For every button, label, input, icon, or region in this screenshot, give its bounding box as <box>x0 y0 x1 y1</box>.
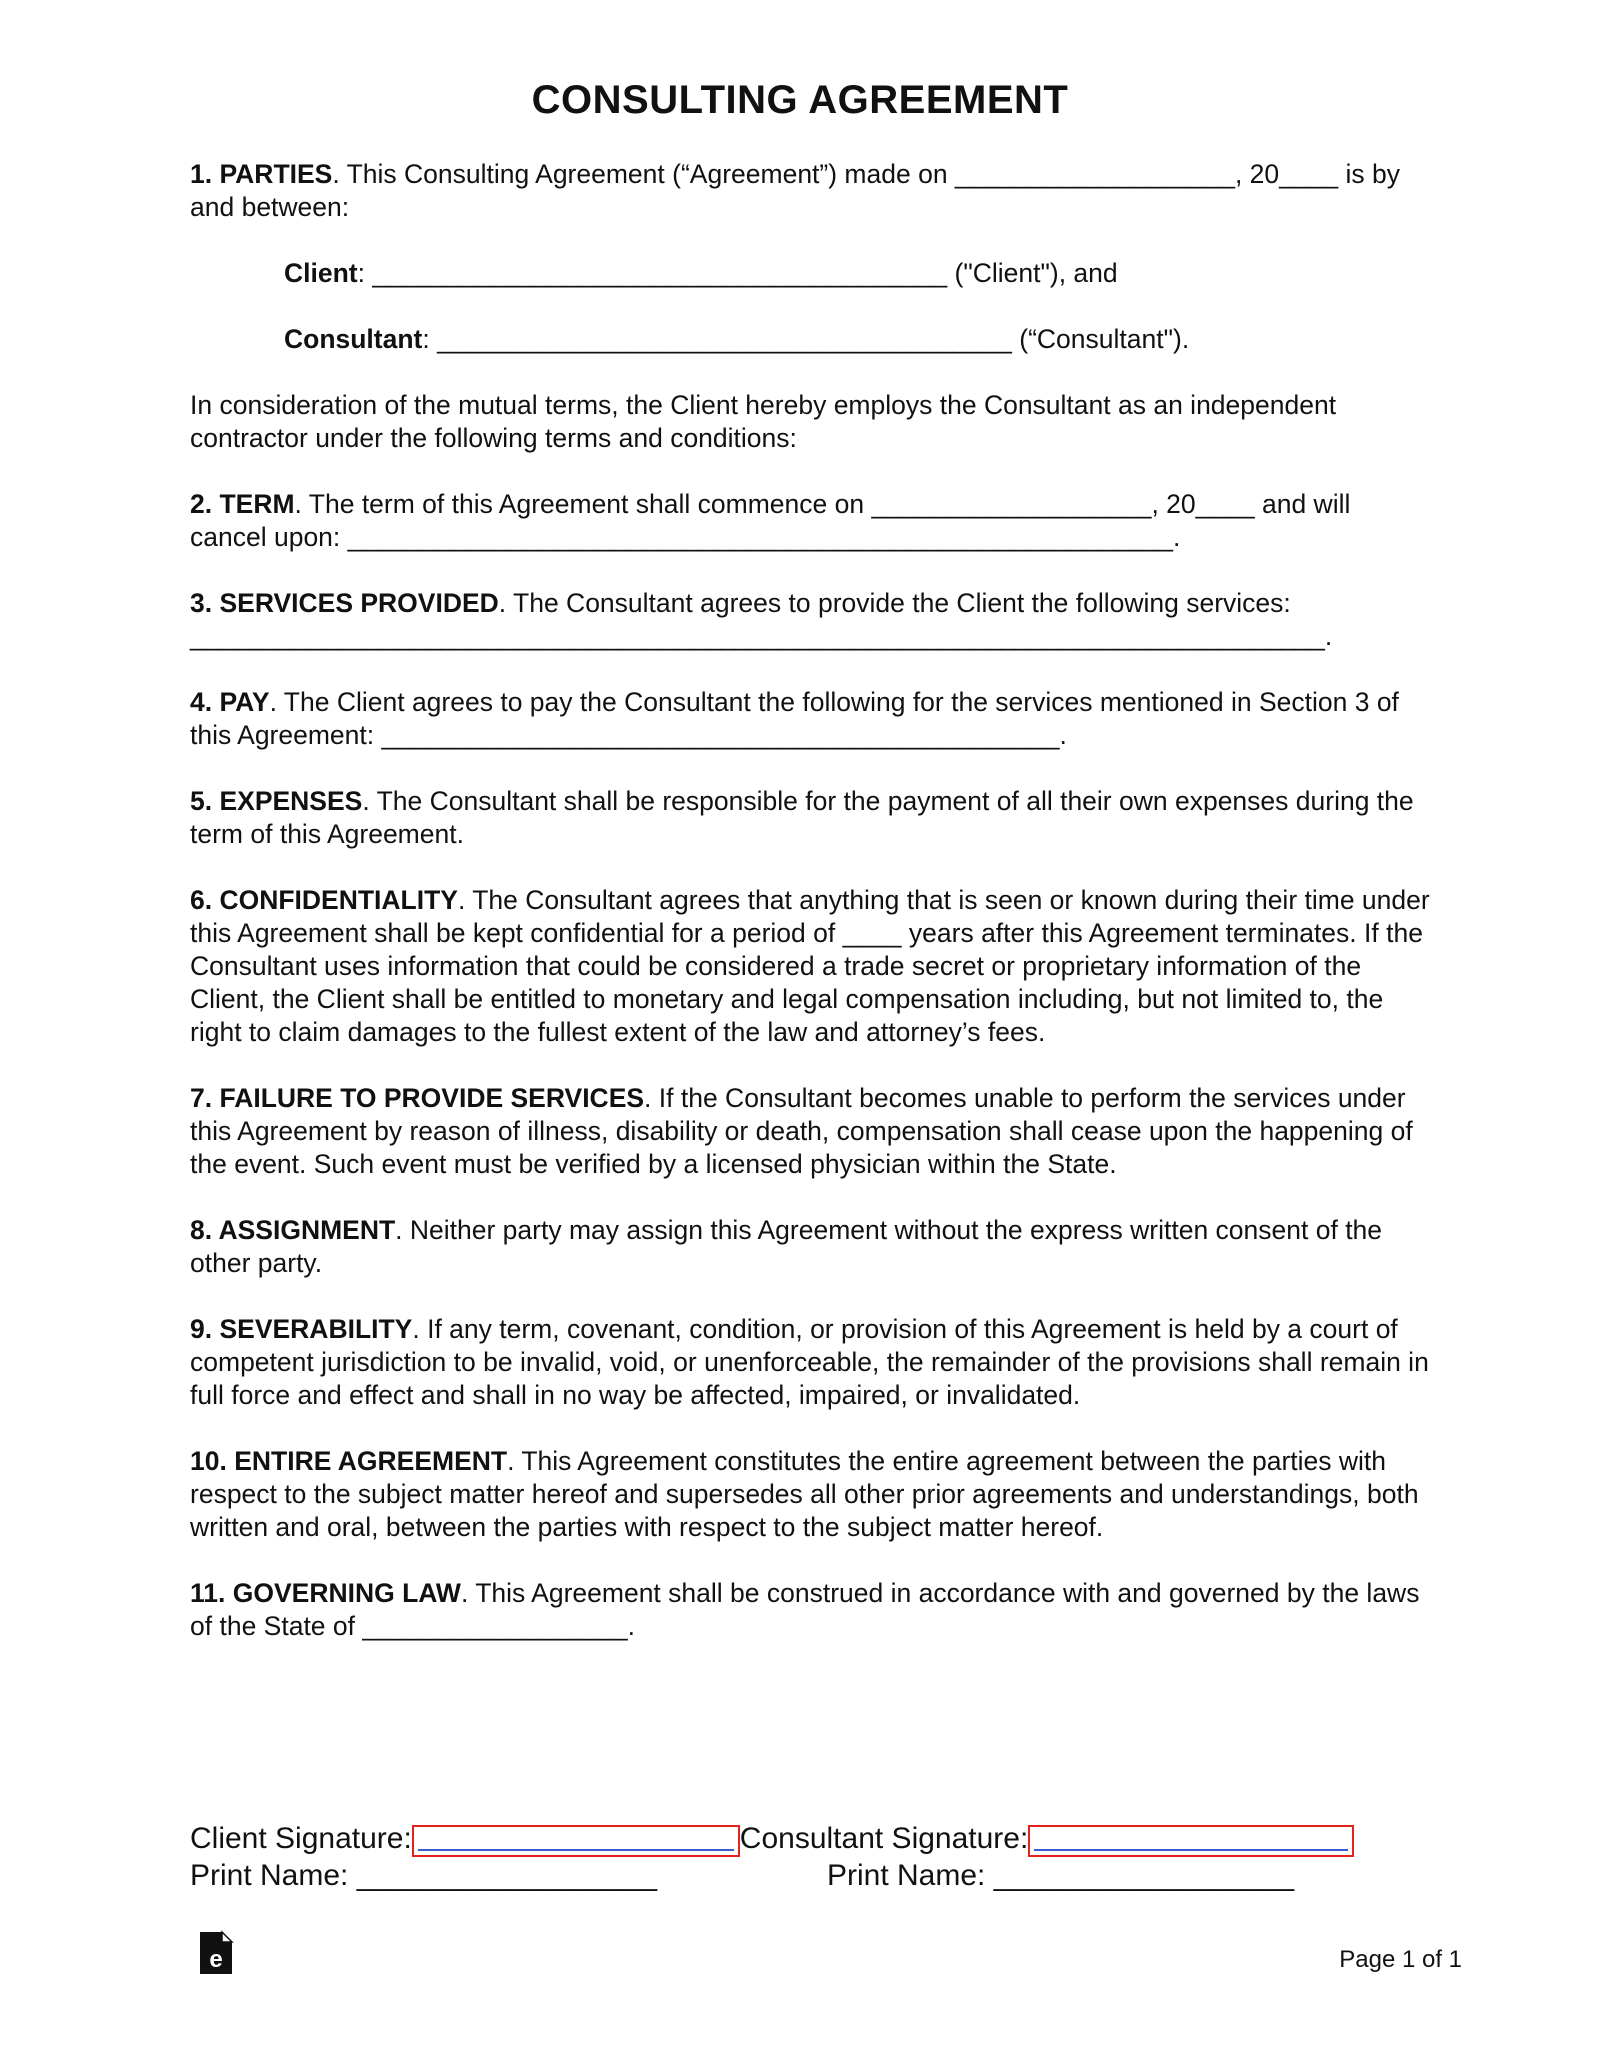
client-print-name[interactable]: Print Name: __________________ <box>190 1859 658 1892</box>
section-heading: 6. CONFIDENTIALITY <box>190 885 458 915</box>
section-heading: 2. TERM <box>190 489 295 519</box>
section-confidentiality <box>190 884 1430 1049</box>
section-heading: 9. SEVERABILITY <box>190 1314 413 1344</box>
section-term <box>190 488 1430 554</box>
consultant-label: Consultant <box>284 324 423 354</box>
section-entire-agreement <box>190 1445 1430 1544</box>
section-text: . The Consultant agrees to provide the Client the following services: _____________________________________________________________________________. <box>190 588 1333 651</box>
section-text: . Neither party may assign this Agreement without the express written consent of the other party. <box>190 1215 1383 1278</box>
section-text: . This Agreement shall be construed in accordance with and governed by the laws of the State of __________________. <box>190 1578 1420 1641</box>
section-text: . This Consulting Agreement (“Agreement”) made on ___________________, 20____ is by and between: <box>190 159 1400 222</box>
client-signature-label: Client Signature: <box>190 1822 412 1855</box>
consultant-signature-field[interactable] <box>1028 1825 1354 1857</box>
eforms-logo-icon <box>198 1930 234 1976</box>
client-label: Client <box>284 258 358 288</box>
section-heading: 10. ENTIRE AGREEMENT <box>190 1446 508 1476</box>
print-name-row <box>190 1857 1430 1894</box>
section-heading: 4. PAY <box>190 687 270 717</box>
section-parties <box>190 158 1430 224</box>
section-text: . The Consultant agrees that anything that is seen or known during their time under this Agreement shall be kept confidential for a period of ____ years after this Agreement terminates. If the Consultant uses information that could be considered a trade secret or proprietary information of the Client, the Client shall be entitled to monetary and legal compensation including, but not limited to, the right to claim damages to the fullest extent of the law and attorney’s fees. <box>190 885 1430 1047</box>
section-text: . The Consultant shall be responsible for the payment of all their own expenses during the term of this Agreement. <box>190 786 1414 849</box>
consultant-signature-label: Consultant Signature: <box>739 1822 1029 1855</box>
section-heading: 7. FAILURE TO PROVIDE SERVICES <box>190 1083 645 1113</box>
consultant-blank[interactable]: : _______________________________________ (“Consultant"). <box>422 324 1190 354</box>
section-heading: 1. PARTIES <box>190 159 333 189</box>
section-expenses <box>190 785 1430 851</box>
consideration-paragraph: In consideration of the mutual terms, the Client hereby employs the Consultant as an independent contractor under the following terms and conditions: <box>190 390 1337 453</box>
section-heading: 5. EXPENSES <box>190 786 363 816</box>
section-pay <box>190 686 1430 752</box>
section-heading: 11. GOVERNING LAW <box>190 1578 461 1608</box>
section-heading: 8. ASSIGNMENT <box>190 1215 396 1245</box>
section-text: . The Client agrees to pay the Consultant the following for the services mentioned in Section 3 of this Agreement: ______________________________________________. <box>190 687 1399 750</box>
svg-text:e: e <box>209 1946 223 1973</box>
section-failure <box>190 1082 1430 1181</box>
page-number: Page 1 of 1 <box>1339 1946 1462 1973</box>
signature-row <box>190 1820 1430 1857</box>
signature-block <box>190 1820 1430 1894</box>
section-text: . If any term, covenant, condition, or provision of this Agreement is held by a court of competent jurisdiction to be invalid, void, or unenforceable, the remainder of the provisions shall remain in full force and effect and shall in no way be affected, impaired, or invalidated. <box>190 1314 1429 1410</box>
section-assignment <box>190 1214 1430 1280</box>
section-text: . This Agreement constitutes the entire agreement between the parties with respect to the subject matter hereof and supersedes all other prior agreements and understandings, both written and oral, between the parties with respect to the subject matter hereof. <box>190 1446 1419 1542</box>
section-severability <box>190 1313 1430 1412</box>
client-blank[interactable]: : _______________________________________ ("Client"), and <box>357 258 1118 288</box>
document-body <box>190 158 1430 1676</box>
consultant-line <box>284 323 1430 356</box>
section-text: . If the Consultant becomes unable to perform the services under this Agreement by reason of illness, disability or death, compensation shall cease upon the happening of the event. Such event must be verified by a licensed physician within the State. <box>190 1083 1413 1179</box>
document-title: CONSULTING AGREEMENT <box>531 78 1069 122</box>
client-signature-field[interactable] <box>412 1825 740 1857</box>
section-governing-law <box>190 1577 1430 1643</box>
consultant-print-name[interactable]: Print Name: __________________ <box>827 1859 1295 1892</box>
client-line <box>284 257 1430 290</box>
section-heading: 3. SERVICES PROVIDED <box>190 588 499 618</box>
section-text: . The term of this Agreement shall commence on ___________________, 20____ and will cancel upon: ________________________________________________________. <box>190 489 1351 552</box>
section-services <box>190 587 1430 653</box>
